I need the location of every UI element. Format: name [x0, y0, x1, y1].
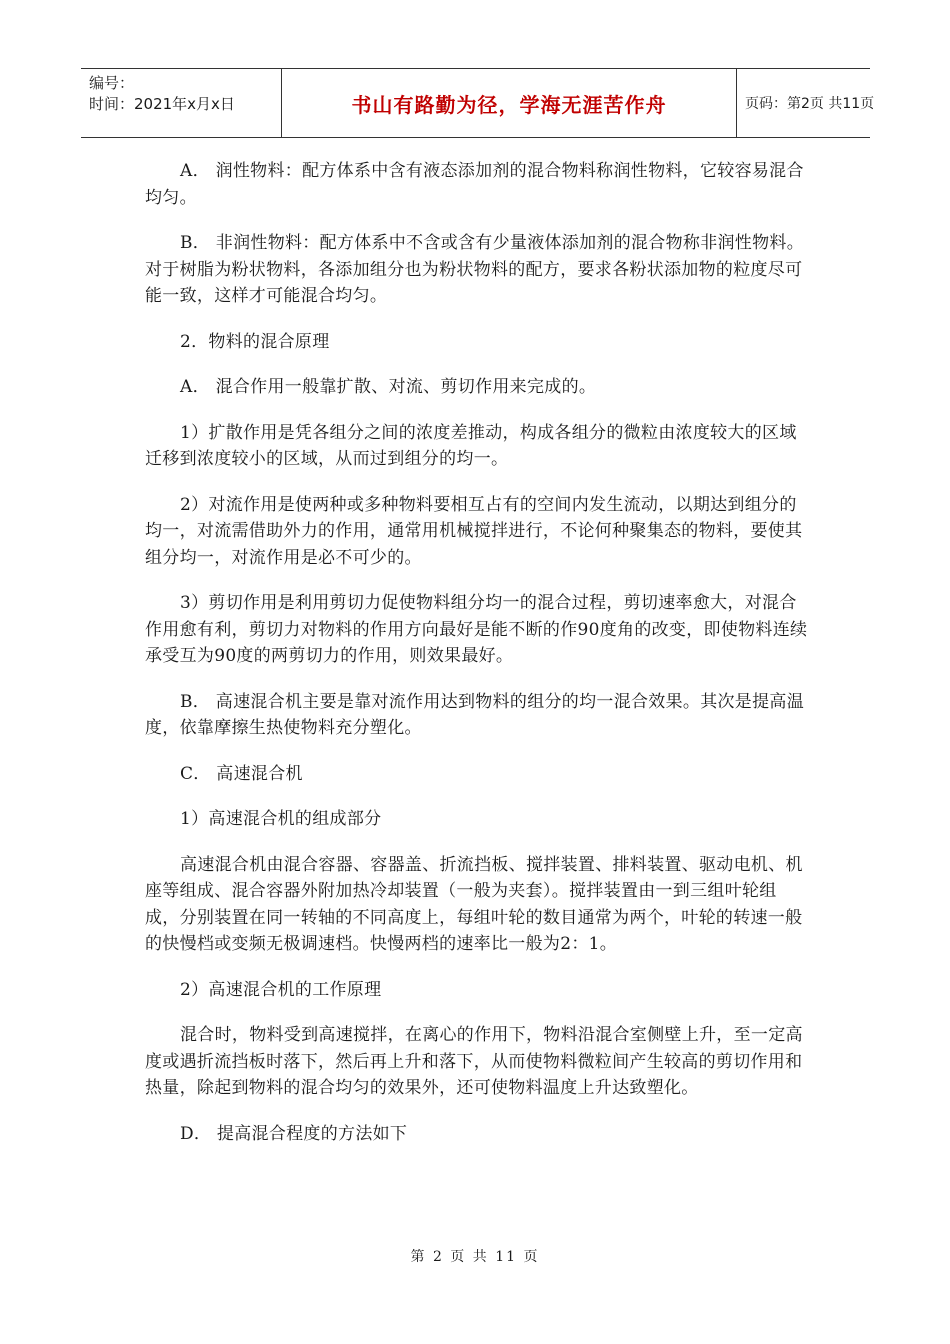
paragraph-convection: 2）对流作用是使两种或多种物料要相互占有的空间内发生流动，以期达到组分的均一，对流需借助外力的作用，通常用机械搅拌进行，不论何种聚集态的物料，要使其组分均一，对流作用是必不可少的。 — [145, 494, 803, 568]
paragraph-a-mixing-action: A． 混合作用一般靠扩散、对流、剪切作用来完成的。 — [180, 377, 597, 397]
paragraph-diffusion: 1）扩散作用是凭各组分之间的浓度差推动，构成各组分的微粒由浓度较大的区域迁移到浓度较小的区域，从而过到组分的均一。 — [145, 422, 797, 469]
header-meta — [81, 69, 282, 137]
paragraph-b-non-wet-material: B． 非润性物料：配方体系中不含或含有少量液体添加剂的混合物称非润性物料。对于树脂为粉状物料，各添加组分也为粉状物料的配方，要求各粉状添加物的粒度尽可能一致，这样才可能混合均匀。 — [145, 233, 804, 306]
paragraph-mixer-components: 高速混合机由混合容器、容器盖、折流挡板、搅拌装置、排料装置、驱动电机、机座等组成、混合容器外附加热冷却装置（一般为夹套）。搅拌装置由一到三组叶轮组成，分别装置在同一转轴的不同高度上，每组叶轮的数目通常为两个，叶轮的转速一般的快慢档或变频无极调速档。快慢两档的速率比一般为2：1。 — [145, 854, 803, 954]
paragraph-b-high-speed-mixer: B． 高速混合机主要是靠对流作用达到物料的组分的均一混合效果。其次是提高温度，依靠摩擦生热使物料充分塑化。 — [145, 691, 804, 738]
heading-c-high-speed-mixer: C． 高速混合机 — [180, 763, 303, 784]
heading-mixer-working-principle: 2）高速混合机的工作原理 — [180, 979, 382, 1000]
paragraph-shear: 3）剪切作用是利用剪切力促使物料组分均一的混合过程，剪切速率愈大，对混合作用愈有利，剪切力对物料的作用方向最好是能不断的作90度角的改变，即使物料连续承受互为90度的两剪切力的作用，则效果最好。 — [145, 593, 808, 666]
section-heading-mixing-principle: 2．物料的混合原理 — [180, 331, 330, 352]
document-time-label: 时间：2021年x月x日 — [89, 95, 235, 113]
heading-d-improve-mixing: D． 提高混合程度的方法如下 — [180, 1123, 408, 1144]
document-number-label: 编号： — [89, 74, 135, 92]
header-page-info: 页码：第2页 共11页 — [745, 96, 875, 112]
document-body — [145, 158, 810, 1166]
header-motto: 书山有路勤为径，学海无涯苦作舟 — [351, 92, 667, 117]
paragraph-a-wet-material: A． 润性物料：配方体系中含有液态添加剂的混合物料称润性物料，它较容易混合均匀。 — [145, 161, 804, 208]
paragraph-mixer-working-principle: 混合时，物料受到高速搅拌，在离心的作用下，物料沿混合室侧壁上升，至一定高度或遇折流挡板时落下，然后再上升和落下，从而使物料微粒间产生较高的剪切作用和热量，除起到物料的混合均匀的效果外，还可使物料温度上升达致塑化。 — [145, 1025, 803, 1098]
page-header — [81, 68, 875, 138]
header-motto-cell — [282, 69, 737, 137]
page-footer: 第 2 页 共 11 页 — [410, 1249, 540, 1265]
heading-mixer-components: 1）高速混合机的组成部分 — [180, 809, 382, 829]
